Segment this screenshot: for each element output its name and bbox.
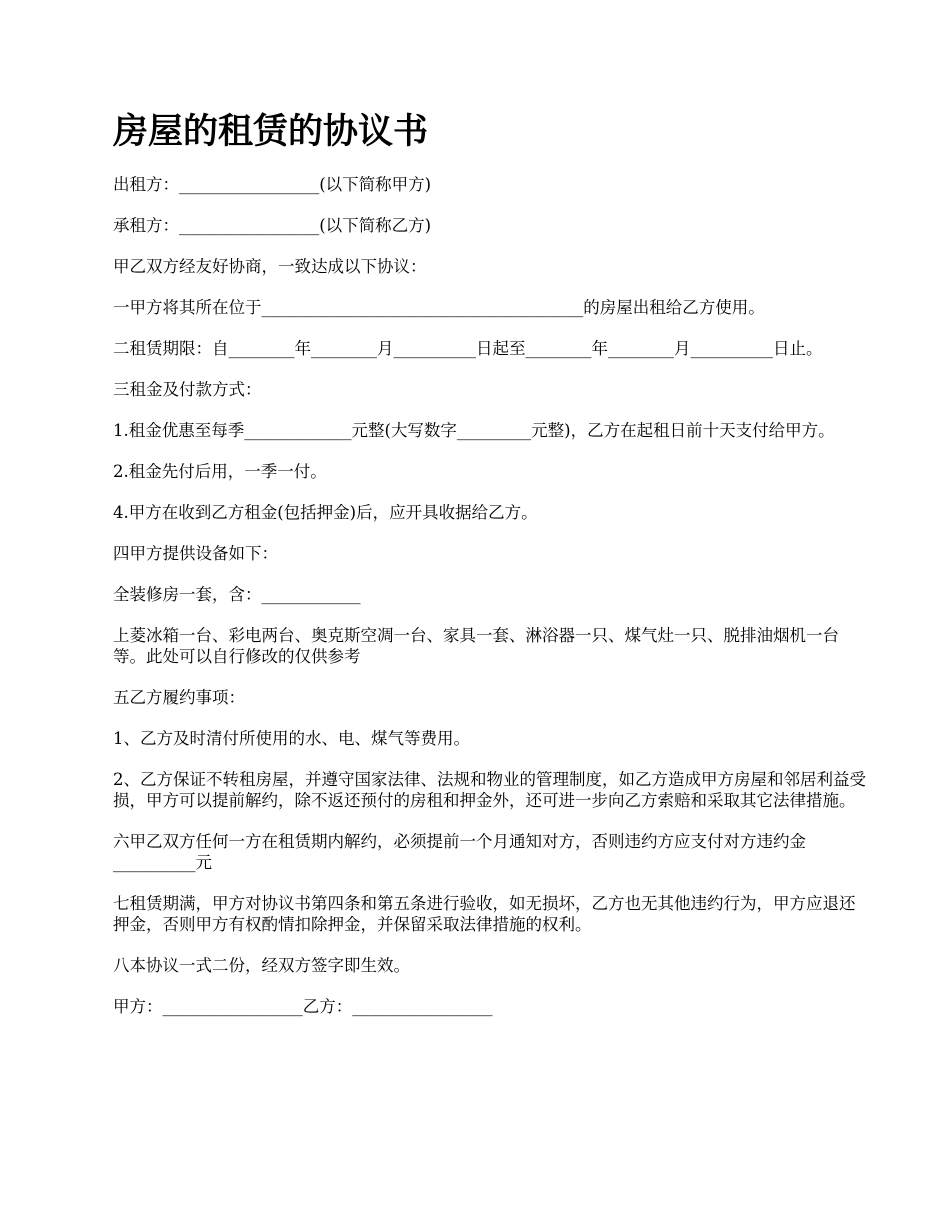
clause-3-item-2: 2.租金先付后用，一季一付。 bbox=[113, 461, 327, 481]
clause-3-item-1: 1.租金优惠至每季_____________元整(大写数字_________元整)，乙方在起租日前十天支付给甲方。 bbox=[113, 420, 835, 440]
clause-6-termination: 六甲乙双方任何一方在租赁期内解约，必须提前一个月通知对方，否则违约方应支付对方违约金__________元 bbox=[113, 831, 806, 872]
document-title: 房屋的租赁的协议书 bbox=[113, 111, 429, 152]
lessee-line: 承租方：_________________(以下简称乙方) bbox=[113, 215, 432, 235]
clause-5-heading: 五乙方履约事项： bbox=[113, 687, 245, 707]
clause-1-location: 一甲方将其所在位于_______________________________________的房屋出租给乙方使用。 bbox=[113, 297, 765, 317]
clause-4-furnished: 全装修房一套，含：____________ bbox=[113, 584, 361, 604]
clause-2-term: 二租赁期限：自________年________月__________日起至________年________月__________日止。 bbox=[113, 338, 823, 358]
clause-3-heading: 三租金及付款方式： bbox=[113, 379, 262, 399]
signature-line: 甲方：_________________乙方：_________________ bbox=[113, 996, 493, 1016]
clause-5-item-2: 2、乙方保证不转租房屋，并遵守国家法律、法规和物业的管理制度，如乙方造成甲方房屋和邻居利益受损，甲方可以提前解约，除不返还预付的房租和押金外，还可进一步向乙方索赔和采取其它法律措施。 bbox=[113, 769, 866, 810]
agreement-intro: 甲乙双方经友好协商，一致达成以下协议： bbox=[113, 256, 427, 276]
clause-4-equipment-list: 上菱冰箱一台、彩电两台、奥克斯空凋一台、家具一套、淋浴器一只、煤气灶一只、脱排油烟机一台等。此处可以自行修改的仅供参考 bbox=[113, 625, 839, 666]
clause-8-copies: 八本协议一式二份，经双方签字即生效。 bbox=[113, 955, 410, 975]
clause-5-item-1: 1、乙方及时清付所使用的水、电、煤气等费用。 bbox=[113, 728, 470, 748]
clause-7-expiry: 七租赁期满，甲方对协议书第四条和第五条进行验收，如无损坏，乙方也无其他违约行为，甲方应退还押金，否则甲方有权酌情扣除押金，并保留采取法律措施的权利。 bbox=[113, 893, 856, 934]
lessor-line: 出租方：_________________(以下简称甲方) bbox=[113, 174, 432, 194]
clause-4-heading: 四甲方提供设备如下： bbox=[113, 543, 278, 563]
clause-3-item-4: 4.甲方在收到乙方租金(包括押金)后，应开具收据给乙方。 bbox=[113, 502, 538, 522]
